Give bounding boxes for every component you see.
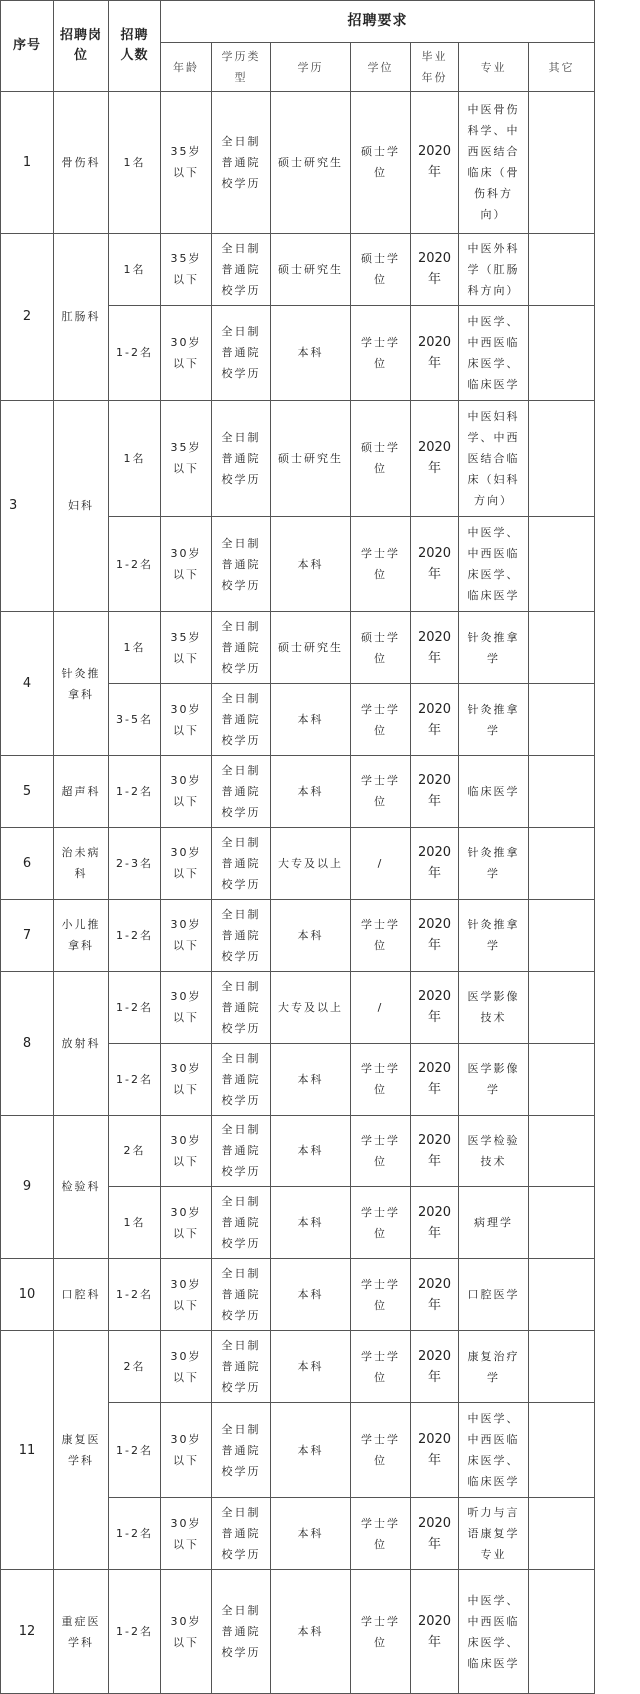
edu-type-cell: 全日制普通院校学历: [212, 1570, 271, 1694]
edu-type-cell: 全日制普通院校学历: [212, 1498, 271, 1570]
header-count: 招聘人数: [109, 1, 161, 92]
age-cell: 30岁以下: [161, 1115, 212, 1187]
header-edu-type: 学历类型: [212, 43, 271, 92]
table-row: [1, 755, 595, 827]
major-cell: 听力与言语康复学专业: [459, 1498, 529, 1570]
degree-cell: 学士学位: [351, 1187, 411, 1259]
count-cell: 1名: [109, 233, 161, 305]
year-cell: 2020年: [411, 1403, 459, 1498]
age-cell: 35岁以下: [161, 91, 212, 233]
major-cell: 针灸推拿学: [459, 827, 529, 899]
degree-cell: 学士学位: [351, 1115, 411, 1187]
age-cell: 30岁以下: [161, 755, 212, 827]
other-cell: [529, 1498, 595, 1570]
major-cell: 中医学、中西医临床医学、临床医学: [459, 517, 529, 612]
degree-cell: /: [351, 827, 411, 899]
count-cell: 1-2名: [109, 971, 161, 1043]
seq-cell: 8: [1, 971, 54, 1115]
count-cell: 1-2名: [109, 517, 161, 612]
other-cell: [529, 517, 595, 612]
year-cell: 2020年: [411, 899, 459, 971]
year-cell: 2020年: [411, 1331, 459, 1403]
edu-type-cell: 全日制普通院校学历: [212, 1043, 271, 1115]
edu-type-cell: 全日制普通院校学历: [212, 827, 271, 899]
edu-type-cell: 全日制普通院校学历: [212, 1331, 271, 1403]
table-row: [1, 1259, 595, 1331]
header-requirements: 招聘要求: [161, 1, 595, 43]
education-cell: 本科: [271, 684, 351, 756]
header-seq: 序号: [1, 1, 54, 92]
count-cell: 1名: [109, 400, 161, 516]
degree-cell: 学士学位: [351, 899, 411, 971]
count-cell: 1-2名: [109, 305, 161, 400]
other-cell: [529, 899, 595, 971]
dept-cell: 口腔科: [54, 1259, 109, 1331]
degree-cell: 硕士学位: [351, 91, 411, 233]
other-cell: [529, 305, 595, 400]
count-cell: 1-2名: [109, 1403, 161, 1498]
major-cell: 口腔医学: [459, 1259, 529, 1331]
dept-cell: 检验科: [54, 1115, 109, 1259]
table-row: [1, 1115, 595, 1187]
dept-cell: 小儿推拿科: [54, 899, 109, 971]
other-cell: [529, 971, 595, 1043]
major-cell: 临床医学: [459, 755, 529, 827]
age-cell: 30岁以下: [161, 305, 212, 400]
other-cell: [529, 233, 595, 305]
year-cell: 2020年: [411, 91, 459, 233]
edu-type-cell: 全日制普通院校学历: [212, 1115, 271, 1187]
education-cell: 本科: [271, 899, 351, 971]
other-cell: [529, 684, 595, 756]
year-cell: 2020年: [411, 1498, 459, 1570]
seq-cell: 2: [1, 233, 54, 400]
degree-cell: 学士学位: [351, 1498, 411, 1570]
year-cell: 2020年: [411, 400, 459, 516]
edu-type-cell: 全日制普通院校学历: [212, 612, 271, 684]
count-cell: 1名: [109, 1187, 161, 1259]
count-cell: 2-3名: [109, 827, 161, 899]
other-cell: [529, 1403, 595, 1498]
education-cell: 本科: [271, 517, 351, 612]
edu-type-cell: 全日制普通院校学历: [212, 400, 271, 516]
count-cell: 3-5名: [109, 684, 161, 756]
seq-cell: 6: [1, 827, 54, 899]
education-cell: 大专及以上: [271, 971, 351, 1043]
other-cell: [529, 1043, 595, 1115]
count-cell: 2名: [109, 1331, 161, 1403]
seq-cell: 11: [1, 1331, 54, 1570]
table-row: [1, 827, 595, 899]
header-education: 学历: [271, 43, 351, 92]
age-cell: 35岁以下: [161, 612, 212, 684]
education-cell: 硕士研究生: [271, 400, 351, 516]
year-cell: 2020年: [411, 1187, 459, 1259]
degree-cell: 学士学位: [351, 1331, 411, 1403]
seq-cell: 3: [1, 400, 54, 611]
education-cell: 本科: [271, 1498, 351, 1570]
degree-cell: 学士学位: [351, 1043, 411, 1115]
major-cell: 中医学、中西医临床医学、临床医学: [459, 1403, 529, 1498]
age-cell: 30岁以下: [161, 827, 212, 899]
header-major: 专业: [459, 43, 529, 92]
major-cell: 针灸推拿学: [459, 899, 529, 971]
header-age: 年龄: [161, 43, 212, 92]
education-cell: 大专及以上: [271, 827, 351, 899]
dept-cell: 放射科: [54, 971, 109, 1115]
table-row: [1, 233, 595, 305]
degree-cell: 学士学位: [351, 305, 411, 400]
age-cell: 30岁以下: [161, 1043, 212, 1115]
age-cell: 35岁以下: [161, 400, 212, 516]
edu-type-cell: 全日制普通院校学历: [212, 971, 271, 1043]
degree-cell: 学士学位: [351, 1403, 411, 1498]
year-cell: 2020年: [411, 612, 459, 684]
major-cell: 医学检验技术: [459, 1115, 529, 1187]
edu-type-cell: 全日制普通院校学历: [212, 1187, 271, 1259]
count-cell: 1-2名: [109, 1259, 161, 1331]
year-cell: 2020年: [411, 971, 459, 1043]
degree-cell: 学士学位: [351, 1570, 411, 1694]
age-cell: 30岁以下: [161, 684, 212, 756]
header-row-main: [1, 1, 595, 43]
table-row: [1, 400, 595, 516]
seq-cell: 4: [1, 612, 54, 756]
other-cell: [529, 827, 595, 899]
education-cell: 本科: [271, 755, 351, 827]
count-cell: 1-2名: [109, 1043, 161, 1115]
age-cell: 30岁以下: [161, 1498, 212, 1570]
education-cell: 本科: [271, 1187, 351, 1259]
dept-cell: 治未病科: [54, 827, 109, 899]
year-cell: 2020年: [411, 827, 459, 899]
other-cell: [529, 1259, 595, 1331]
edu-type-cell: 全日制普通院校学历: [212, 517, 271, 612]
other-cell: [529, 755, 595, 827]
year-cell: 2020年: [411, 1570, 459, 1694]
header-other: 其它: [529, 43, 595, 92]
major-cell: 医学影像学: [459, 1043, 529, 1115]
table-row: [1, 971, 595, 1043]
education-cell: 本科: [271, 1331, 351, 1403]
age-cell: 30岁以下: [161, 1331, 212, 1403]
edu-type-cell: 全日制普通院校学历: [212, 233, 271, 305]
dept-cell: 超声科: [54, 755, 109, 827]
year-cell: 2020年: [411, 1043, 459, 1115]
table-row: [1, 1331, 595, 1403]
age-cell: 35岁以下: [161, 233, 212, 305]
education-cell: 本科: [271, 1043, 351, 1115]
other-cell: [529, 1187, 595, 1259]
degree-cell: 学士学位: [351, 755, 411, 827]
education-cell: 硕士研究生: [271, 233, 351, 305]
count-cell: 1-2名: [109, 1570, 161, 1694]
seq-cell: 10: [1, 1259, 54, 1331]
education-cell: 本科: [271, 305, 351, 400]
education-cell: 本科: [271, 1115, 351, 1187]
count-cell: 1-2名: [109, 755, 161, 827]
education-cell: 本科: [271, 1259, 351, 1331]
seq-cell: 1: [1, 91, 54, 233]
edu-type-cell: 全日制普通院校学历: [212, 1259, 271, 1331]
table-row: [1, 612, 595, 684]
seq-cell: 7: [1, 899, 54, 971]
dept-cell: 康复医学科: [54, 1331, 109, 1570]
major-cell: 病理学: [459, 1187, 529, 1259]
other-cell: [529, 400, 595, 516]
dept-cell: 重症医学科: [54, 1570, 109, 1694]
degree-cell: /: [351, 971, 411, 1043]
degree-cell: 学士学位: [351, 684, 411, 756]
degree-cell: 硕士学位: [351, 612, 411, 684]
seq-cell: 12: [1, 1570, 54, 1694]
count-cell: 1名: [109, 612, 161, 684]
dept-cell: 妇科: [54, 400, 109, 611]
age-cell: 30岁以下: [161, 971, 212, 1043]
year-cell: 2020年: [411, 755, 459, 827]
education-cell: 硕士研究生: [271, 612, 351, 684]
major-cell: 中医妇科学、中西医结合临床（妇科方向）: [459, 400, 529, 516]
dept-cell: 骨伤科: [54, 91, 109, 233]
age-cell: 30岁以下: [161, 1259, 212, 1331]
degree-cell: 学士学位: [351, 517, 411, 612]
education-cell: 硕士研究生: [271, 91, 351, 233]
year-cell: 2020年: [411, 305, 459, 400]
count-cell: 2名: [109, 1115, 161, 1187]
seq-cell: 9: [1, 1115, 54, 1259]
education-cell: 本科: [271, 1570, 351, 1694]
header-degree: 学位: [351, 43, 411, 92]
age-cell: 30岁以下: [161, 1570, 212, 1694]
dept-cell: 肛肠科: [54, 233, 109, 400]
year-cell: 2020年: [411, 684, 459, 756]
degree-cell: 硕士学位: [351, 400, 411, 516]
major-cell: 针灸推拿学: [459, 684, 529, 756]
seq-cell: 5: [1, 755, 54, 827]
major-cell: 康复治疗学: [459, 1331, 529, 1403]
major-cell: 中医骨伤科学、中西医结合临床（骨伤科方向）: [459, 91, 529, 233]
year-cell: 2020年: [411, 233, 459, 305]
degree-cell: 学士学位: [351, 1259, 411, 1331]
age-cell: 30岁以下: [161, 1187, 212, 1259]
edu-type-cell: 全日制普通院校学历: [212, 305, 271, 400]
age-cell: 30岁以下: [161, 1403, 212, 1498]
edu-type-cell: 全日制普通院校学历: [212, 899, 271, 971]
year-cell: 2020年: [411, 1115, 459, 1187]
age-cell: 30岁以下: [161, 517, 212, 612]
major-cell: 医学影像技术: [459, 971, 529, 1043]
dept-cell: 针灸推拿科: [54, 612, 109, 756]
table-row: [1, 91, 595, 233]
count-cell: 1名: [109, 91, 161, 233]
major-cell: 中医学、中西医临床医学、临床医学: [459, 305, 529, 400]
degree-cell: 硕士学位: [351, 233, 411, 305]
other-cell: [529, 1331, 595, 1403]
other-cell: [529, 1570, 595, 1694]
edu-type-cell: 全日制普通院校学历: [212, 1403, 271, 1498]
count-cell: 1-2名: [109, 899, 161, 971]
table-row: [1, 1570, 595, 1694]
other-cell: [529, 91, 595, 233]
edu-type-cell: 全日制普通院校学历: [212, 91, 271, 233]
major-cell: 中医学、中西医临床医学、临床医学: [459, 1570, 529, 1694]
edu-type-cell: 全日制普通院校学历: [212, 755, 271, 827]
other-cell: [529, 1115, 595, 1187]
major-cell: 中医外科学（肛肠科方向）: [459, 233, 529, 305]
age-cell: 30岁以下: [161, 899, 212, 971]
edu-type-cell: 全日制普通院校学历: [212, 684, 271, 756]
other-cell: [529, 612, 595, 684]
header-post: 招聘岗位: [54, 1, 109, 92]
major-cell: 针灸推拿学: [459, 612, 529, 684]
year-cell: 2020年: [411, 1259, 459, 1331]
year-cell: 2020年: [411, 517, 459, 612]
education-cell: 本科: [271, 1403, 351, 1498]
count-cell: 1-2名: [109, 1498, 161, 1570]
table-row: [1, 899, 595, 971]
header-grad-year: 毕业年份: [411, 43, 459, 92]
